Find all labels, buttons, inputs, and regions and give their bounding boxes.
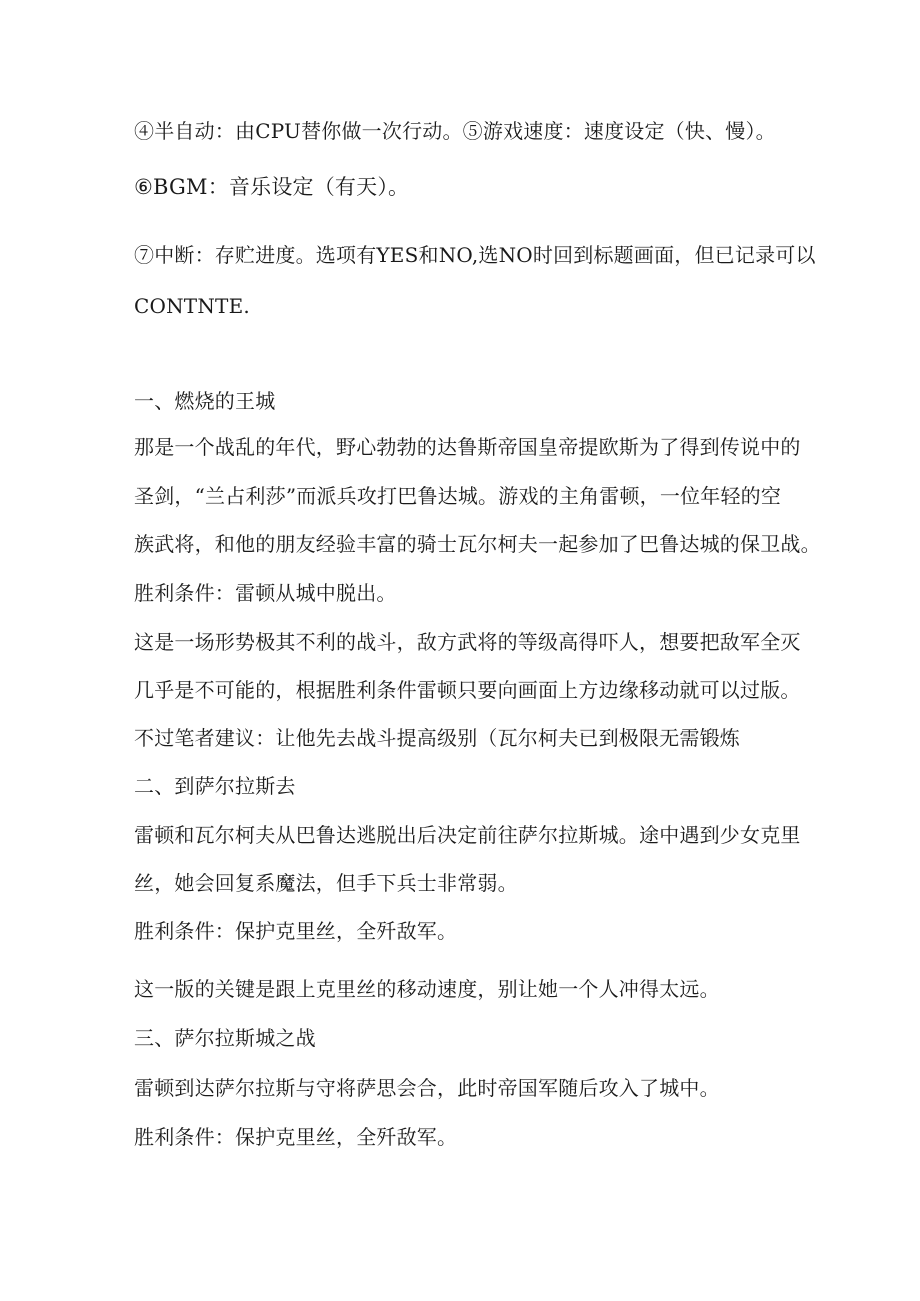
victory-condition: 胜利条件：保护克里丝，全歼敌军。 bbox=[134, 919, 458, 943]
paragraph-line: 这是一场形势极其不利的战斗，敌方武将的等级高得吓人，想要把敌军全灭 bbox=[134, 630, 801, 654]
options-line-interrupt: ⑦中断：存贮进度。选项有YES和NO,选NO时回到标题画面，但已记录可以 bbox=[134, 243, 816, 267]
section-heading-2: 二、到萨尔拉斯去 bbox=[134, 774, 296, 798]
section-heading-1: 一、燃烧的王城 bbox=[134, 389, 276, 413]
victory-condition: 胜利条件：保护克里丝，全歼敌军。 bbox=[134, 1125, 458, 1149]
options-line-auto-speed: ④半自动：由CPU替你做一次行动。⑤游戏速度：速度设定（快、慢）。 bbox=[134, 119, 776, 143]
paragraph-line: 雷顿到达萨尔拉斯与守将萨思会合，此时帝国军随后攻入了城中。 bbox=[134, 1076, 720, 1100]
paragraph-line: 圣剑，“兰占利莎”而派兵攻打巴鲁达城。游戏的主角雷顿，一位年轻的空 bbox=[134, 484, 782, 508]
options-line-bgm: ⑥BGM：音乐设定（有天）。 bbox=[134, 175, 410, 199]
victory-condition: 胜利条件：雷顿从城中脱出。 bbox=[134, 581, 397, 605]
paragraph-line: 这一版的关键是跟上克里丝的移动速度，别让她一个人冲得太远。 bbox=[134, 977, 720, 1001]
section-heading-3: 三、萨尔拉斯城之战 bbox=[134, 1026, 316, 1050]
paragraph-line: 雷顿和瓦尔柯夫从巴鲁达逃脱出后决定前往萨尔拉斯城。途中遇到少女克里 bbox=[134, 823, 801, 847]
paragraph-line: 族武将，和他的朋友经验丰富的骑士瓦尔柯夫一起参加了巴鲁达城的保卫战。 bbox=[134, 532, 821, 556]
options-line-continue: CONTNTE. bbox=[134, 294, 250, 318]
paragraph-line: 那是一个战乱的年代，野心勃勃的达鲁斯帝国皇帝提欧斯为了得到传说中的 bbox=[134, 435, 801, 459]
paragraph-line: 丝，她会回复系魔法，但手下兵士非常弱。 bbox=[134, 871, 518, 895]
paragraph-line: 不过笔者建议：让他先去战斗提高级别（瓦尔柯夫已到极限无需锻炼 bbox=[134, 726, 740, 750]
paragraph-line: 几乎是不可能的，根据胜利条件雷顿只要向画面上方边缘移动就可以过版。 bbox=[134, 678, 801, 702]
